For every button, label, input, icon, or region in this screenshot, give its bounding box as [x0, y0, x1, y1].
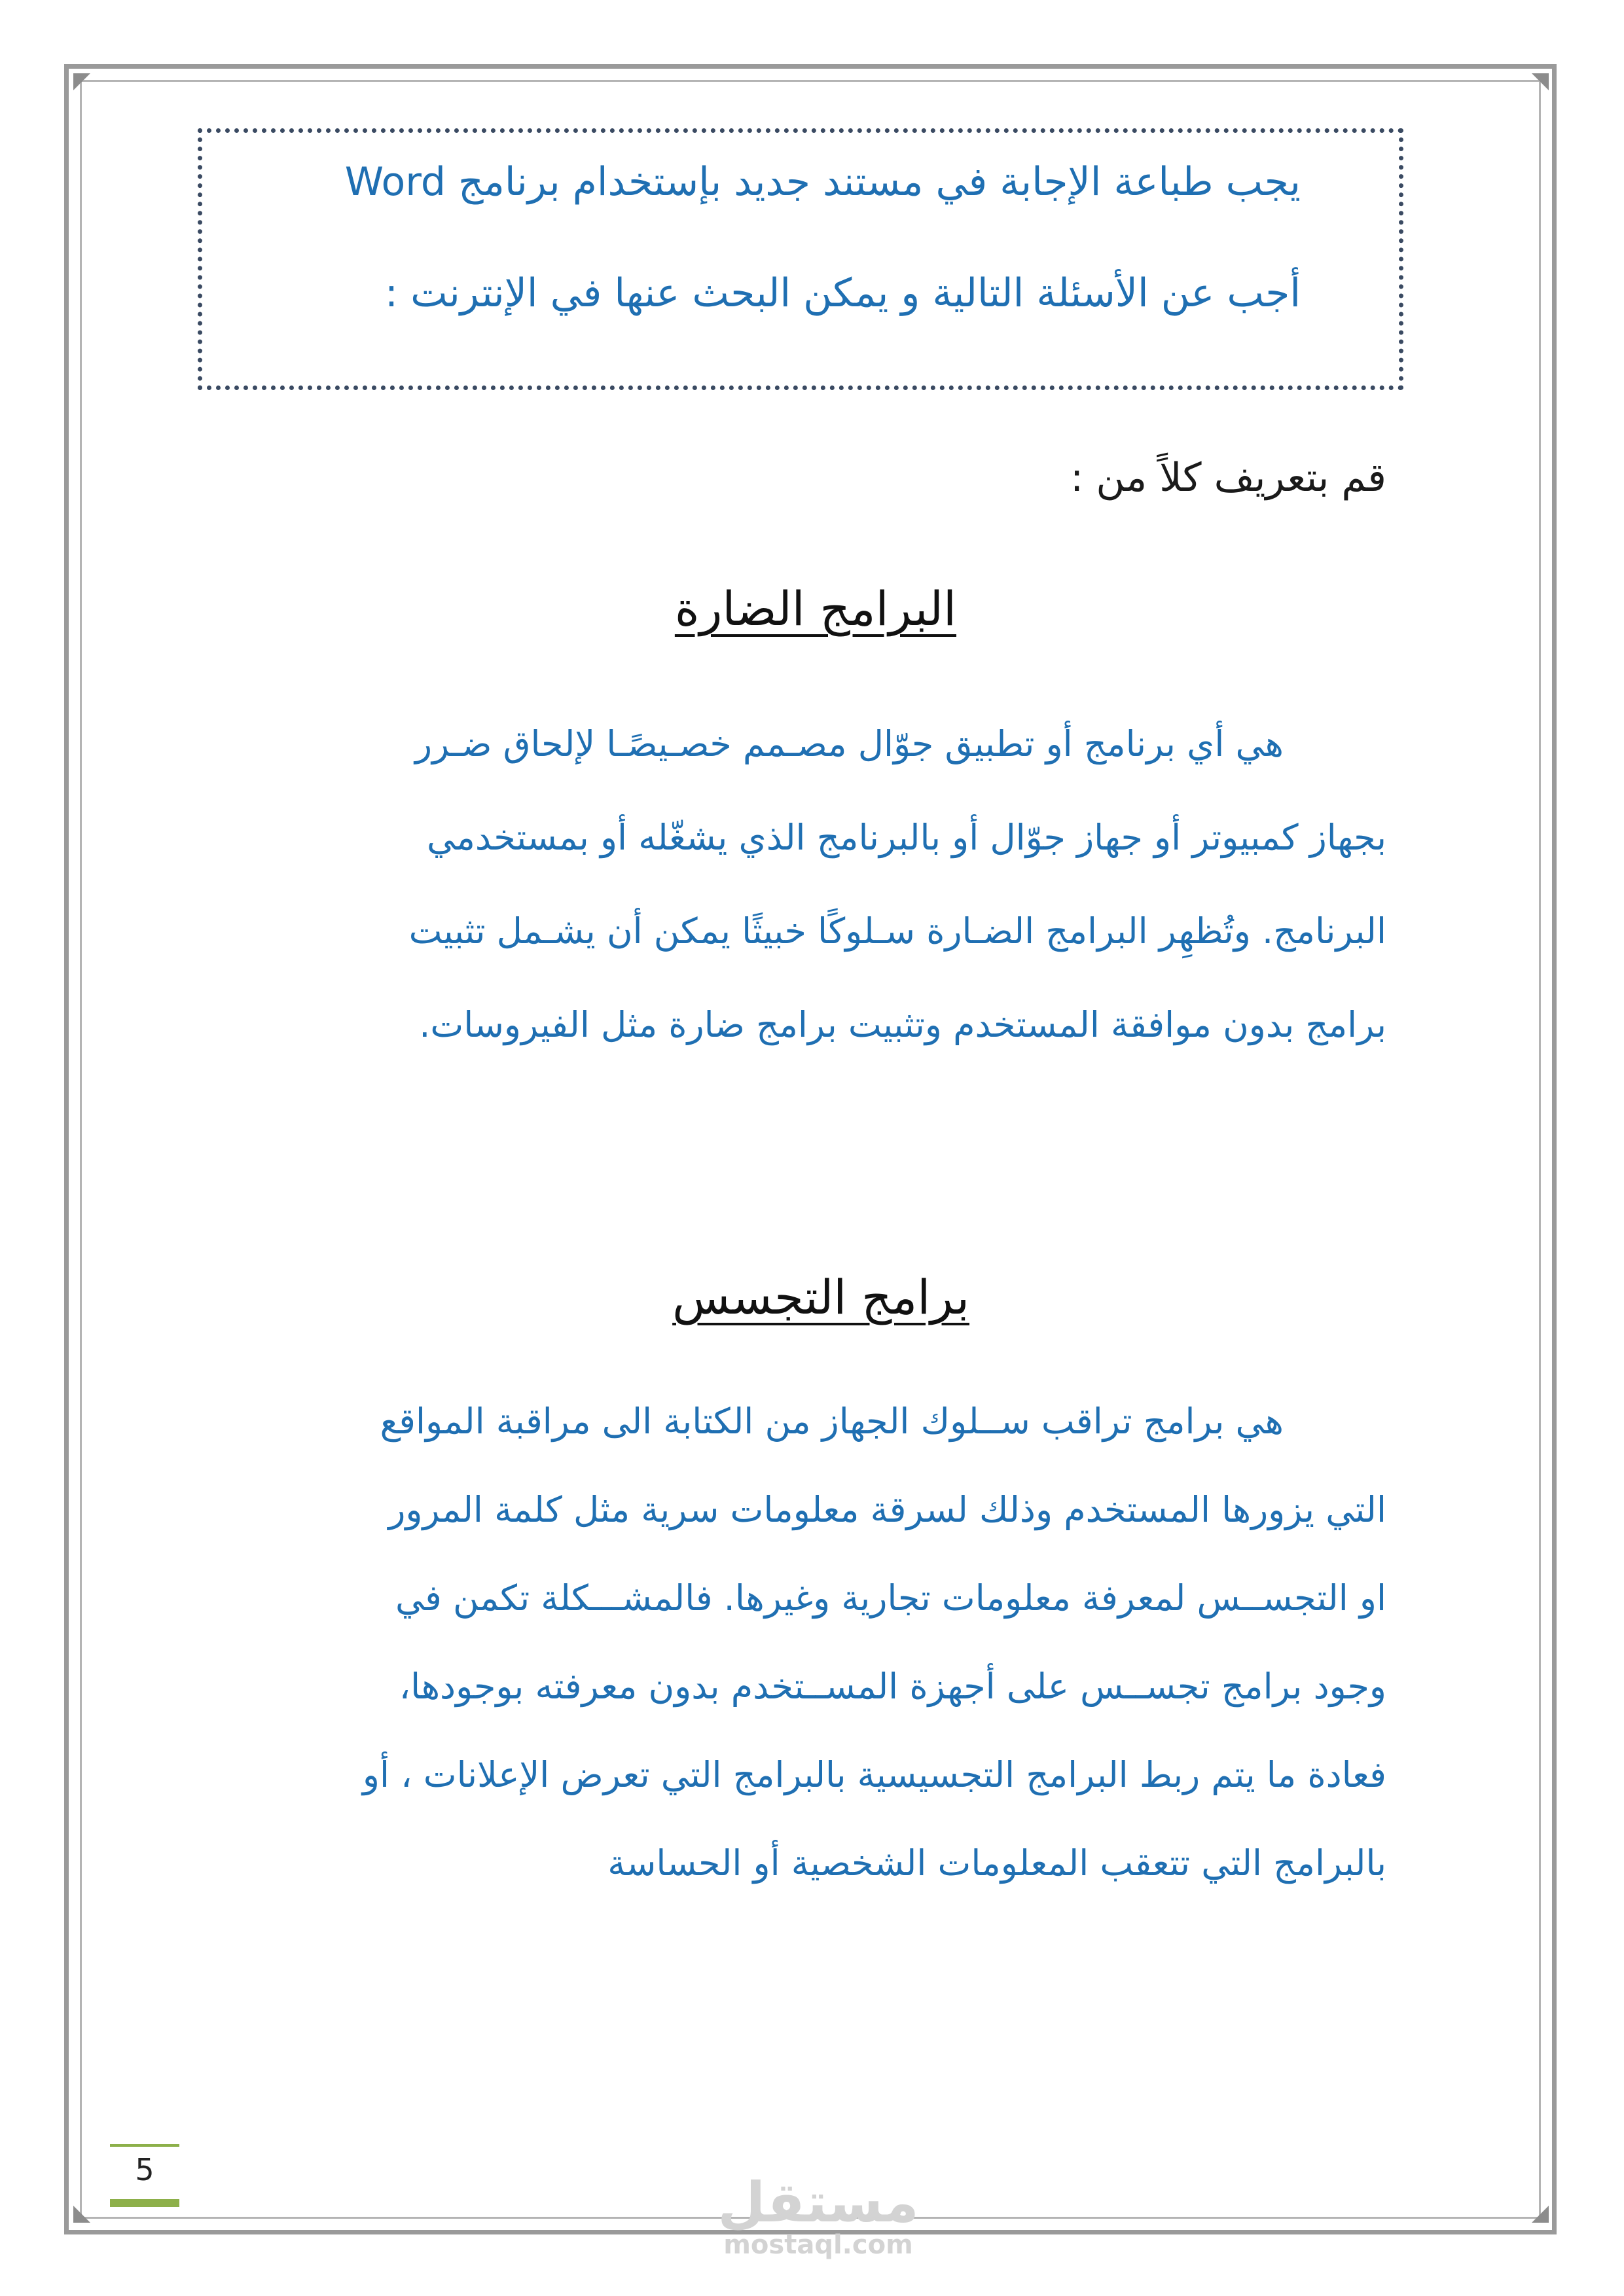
paragraph-line: هي أي برنامج أو تطبيق جوّال مصـمم خصـيصًـا لإلحاق ضـرر — [414, 723, 1284, 764]
paragraph-line: هي برامج تراقب ســلوك الجهاز من الكتابة الى مراقبة المواقع — [380, 1401, 1284, 1442]
instruction-line-2: أجب عن الأسئلة التالية و يمكن البحث عنها في الإنترنت : — [384, 270, 1301, 316]
paragraph-line: بجهاز كمبيوتر أو جهاز جوّال أو بالبرنامج الذي يشغّله أو بمستخدمي — [426, 817, 1386, 858]
page-frame-inner — [80, 80, 1541, 2219]
paragraph-line: البرنامج. وتُظهِر البرامج الضـارة سـلوكًا خبيثًا يمكن أن يشـمل تثبيت — [408, 910, 1386, 952]
corner-ornament-top-right — [1532, 73, 1549, 90]
corner-ornament-bottom-right — [1532, 2206, 1549, 2223]
watermark-logo — [713, 2170, 923, 2260]
instruction-line-1: يجب طباعة الإجابة في مستند جديد بإستخدام برنامج Word — [344, 159, 1301, 205]
intro-text: قم بتعريف كلاً من : — [1070, 455, 1386, 501]
paragraph-line: او التجســس لمعرفة معلومات تجارية وغيرها. فالمشـــكلة تكمن في — [395, 1577, 1386, 1619]
page-number-bottom-bar — [110, 2199, 179, 2207]
corner-ornament-top-left — [73, 73, 90, 90]
page-number: 5 — [135, 2152, 154, 2187]
paragraph-line: وجود برامج تجســس على أجهزة المســتخدم بدون معرفته بوجودها، — [399, 1666, 1386, 1707]
corner-ornament-bottom-left — [73, 2206, 90, 2223]
watermark-arabic: مستقل — [717, 2170, 919, 2234]
paragraph-line: التي يزورها المستخدم وذلك لسرقة معلومات سرية مثل كلمة المرور — [388, 1489, 1386, 1530]
page-number-top-rule — [110, 2144, 179, 2147]
paragraph-line: برامج بدون موافقة المستخدم وتثبيت برامج ضارة مثل الفيروسات. — [419, 1004, 1386, 1045]
instruction-box — [198, 128, 1403, 390]
paragraph-line: بالبرامج التي تتعقب المعلومات الشخصية أو الحساسة — [607, 1842, 1386, 1884]
watermark-latin: mostaql.com — [723, 2230, 913, 2260]
paragraph-line: فعادة ما يتم ربط البرامج التجسيسية بالبرامج التي تعرض الإعلانات ، أو — [362, 1754, 1386, 1795]
section-heading-spyware: برامج التجسس — [672, 1270, 969, 1325]
section-heading-malware: البرامج الضارة — [674, 581, 956, 636]
